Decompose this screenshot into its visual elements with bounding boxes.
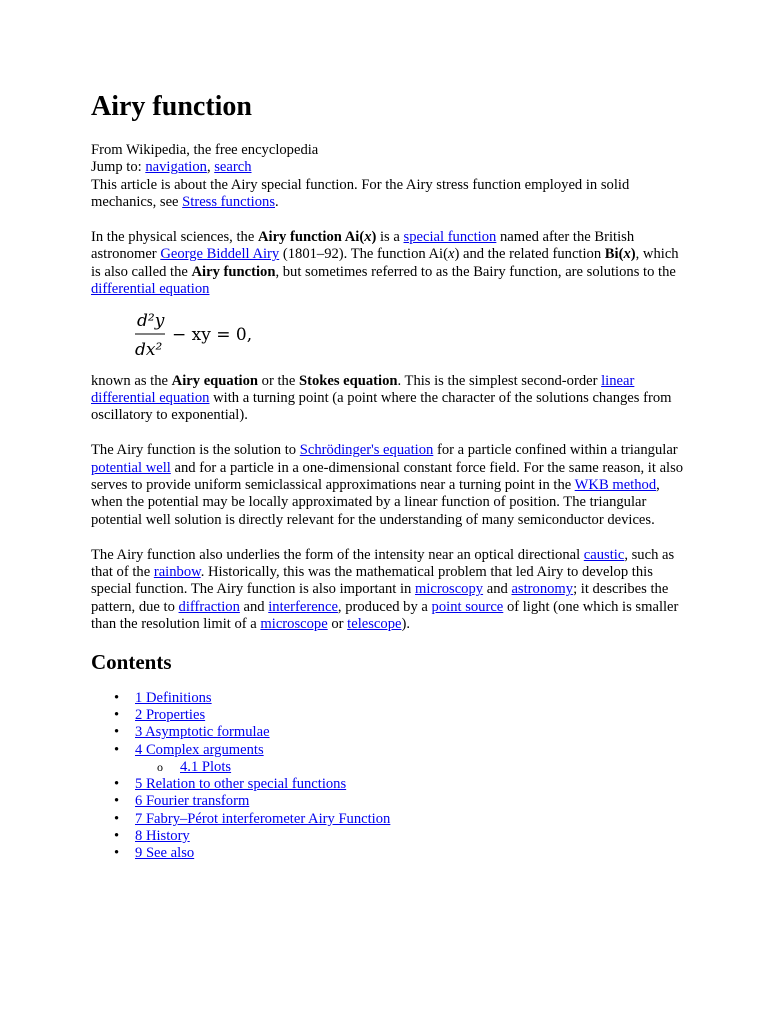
- text-run: (1801–92). The function Ai(: [279, 246, 448, 263]
- text-run: , such as that of the: [91, 546, 675, 581]
- toc-link[interactable]: 6 Fourier transform: [135, 793, 250, 810]
- microscope-link[interactable]: microscope: [260, 616, 328, 633]
- text-run: , produced by a: [337, 598, 432, 615]
- article-body: [91, 142, 691, 863]
- text-run: ).: [401, 616, 410, 633]
- math-variable: x: [447, 246, 455, 263]
- bold-term: Airy function: [191, 263, 276, 280]
- paragraph-airy-equation: [91, 373, 691, 425]
- linear-differential-equation-link[interactable]: linear differential equation: [91, 372, 635, 407]
- bold-term: [258, 229, 376, 245]
- astronomy-link[interactable]: astronomy: [511, 581, 574, 598]
- text-run: and for a particle in a one-dimensional constant force field. For the same reason, it also serves to provide uniform semiclassical approximations near a turning point in the: [91, 459, 684, 494]
- text-run: ; it describes the pattern, due to: [91, 581, 669, 615]
- intro-paragraph: [91, 229, 691, 299]
- text-run: ) and the related function: [454, 246, 605, 263]
- telescope-link[interactable]: telescope: [347, 616, 402, 633]
- page-title: Airy function: [91, 91, 252, 122]
- bullet-icon: •: [114, 828, 120, 845]
- toc-link[interactable]: 8 History: [135, 828, 190, 845]
- potential-well-link[interactable]: potential well: [91, 459, 171, 476]
- text-run: Bi(: [604, 246, 624, 263]
- bullet-icon: •: [114, 707, 120, 723]
- toc-item-plots: [91, 759, 691, 776]
- jump-to-separator: ,: [206, 159, 215, 176]
- hatnote: [91, 177, 691, 212]
- search-link[interactable]: search: [214, 159, 252, 176]
- toc-link[interactable]: 5 Relation to other special functions: [135, 776, 347, 793]
- from-line: From Wikipedia, the free encyclopedia: [91, 142, 319, 158]
- math-variable: x: [623, 246, 631, 263]
- toc-link[interactable]: 7 Fabry–Pérot interferometer Airy Function: [135, 810, 391, 827]
- text-run: The Airy function is the solution to: [91, 442, 300, 459]
- text-run: or the: [258, 372, 299, 389]
- toc-item-fourier-transform: [91, 793, 691, 810]
- bullet-icon: •: [114, 845, 120, 862]
- bold-term: Airy equation: [171, 372, 259, 389]
- text-run: is a: [376, 229, 404, 246]
- bullet-icon: •: [114, 741, 120, 758]
- text-run: and: [483, 581, 512, 598]
- equation-denominator: dx²: [135, 339, 163, 360]
- toc-link[interactable]: 4 Complex arguments: [135, 741, 264, 758]
- special-function-link[interactable]: special function: [403, 229, 497, 246]
- bullet-icon: •: [114, 793, 120, 810]
- rainbow-link[interactable]: rainbow: [153, 564, 201, 581]
- stress-functions-link[interactable]: Stress functions: [182, 194, 276, 211]
- text-run: named after the British astronomer: [91, 229, 635, 263]
- schrodingers-equation-link[interactable]: Schrödinger's equation: [299, 442, 434, 459]
- text-run: ): [371, 229, 377, 246]
- paragraph-caustic: [91, 547, 691, 634]
- table-of-contents: [91, 690, 691, 863]
- differential-equation-link[interactable]: differential equation: [91, 281, 210, 298]
- equation-rest: − xy = 0,: [172, 324, 253, 345]
- text-run: , when the potential may be locally approximated by a linear function of position. The triangular potential well solution is directly relevant for the understanding of many semiconductor devices.: [91, 477, 660, 528]
- bold-term: [605, 246, 636, 262]
- airy-equation-formula: [91, 299, 691, 373]
- bullet-icon: •: [114, 776, 120, 793]
- toc-link[interactable]: 3 Asymptotic formulae: [135, 724, 270, 741]
- jump-to-label: Jump to:: [91, 159, 146, 176]
- bullet-icon: •: [114, 810, 120, 827]
- text-run: ): [630, 246, 636, 263]
- text-run: Airy function Ai(: [257, 229, 365, 246]
- toc-item-history: [91, 828, 691, 845]
- toc-item-fabry-perot: [91, 811, 691, 828]
- text-run: or: [327, 616, 348, 633]
- toc-item-properties: [91, 707, 691, 724]
- toc-item-relation: [91, 776, 691, 793]
- math-variable: x: [364, 229, 372, 246]
- interference-link[interactable]: interference: [268, 598, 338, 615]
- toc-item-complex-arguments: [91, 742, 691, 759]
- paragraph-schrodinger: [91, 442, 691, 529]
- toc-item-see-also: [91, 845, 691, 862]
- toc-link[interactable]: 1 Definitions: [135, 689, 212, 706]
- bold-term: Stokes equation: [298, 372, 398, 389]
- text-run: , but sometimes referred to as the Bairy function, are solutions to the: [275, 263, 676, 280]
- text-run: with a turning point (a point where the character of the solutions changes from oscillatory to exponential).: [91, 390, 672, 424]
- wkb-method-link[interactable]: WKB method: [574, 477, 657, 494]
- text-run: In the physical sciences, the: [91, 229, 258, 246]
- toc-item-asymptotic-formulae: [91, 724, 691, 741]
- george-biddell-airy-link[interactable]: George Biddell Airy: [160, 246, 280, 263]
- text-run: . Historically, this was the mathematical problem that led Airy to develop this special function. The Airy function is also important in: [91, 564, 653, 598]
- hatnote-end: .: [275, 194, 279, 211]
- equation-numerator: d²y: [137, 310, 165, 331]
- point-source-link[interactable]: point source: [431, 598, 504, 615]
- text-run: known as the: [91, 372, 172, 389]
- text-run: . This is the simplest second-order: [397, 372, 602, 389]
- text-run: The Airy function also underlies the form of the intensity near an optical directional: [91, 546, 584, 563]
- toc-link[interactable]: 9 See also: [135, 845, 195, 862]
- bullet-icon: •: [114, 689, 120, 706]
- toc-link[interactable]: 4.1 Plots: [180, 758, 232, 775]
- caustic-link[interactable]: caustic: [583, 546, 625, 563]
- contents-heading: Contents: [91, 649, 172, 674]
- toc-item-definitions: [91, 690, 691, 707]
- text-run: of light (one which is smaller than the resolution limit of a: [91, 598, 679, 633]
- bullet-icon: •: [114, 724, 120, 741]
- hatnote-text: This article is about the Airy special function. For the Airy stress function employed in solid mechanics, see: [91, 176, 630, 211]
- equation-svg: [135, 309, 275, 361]
- text-run: and: [239, 598, 269, 615]
- toc-link[interactable]: 2 Properties: [135, 707, 206, 723]
- text-run: for a particle confined within a triangular: [433, 442, 678, 459]
- navigation-link[interactable]: navigation: [145, 159, 207, 176]
- text-run: , which is also called the: [91, 246, 679, 280]
- jump-to-line: [91, 159, 691, 176]
- diffraction-link[interactable]: diffraction: [178, 598, 240, 615]
- circle-bullet-icon: o: [157, 759, 163, 774]
- microscopy-link[interactable]: microscopy: [414, 581, 484, 598]
